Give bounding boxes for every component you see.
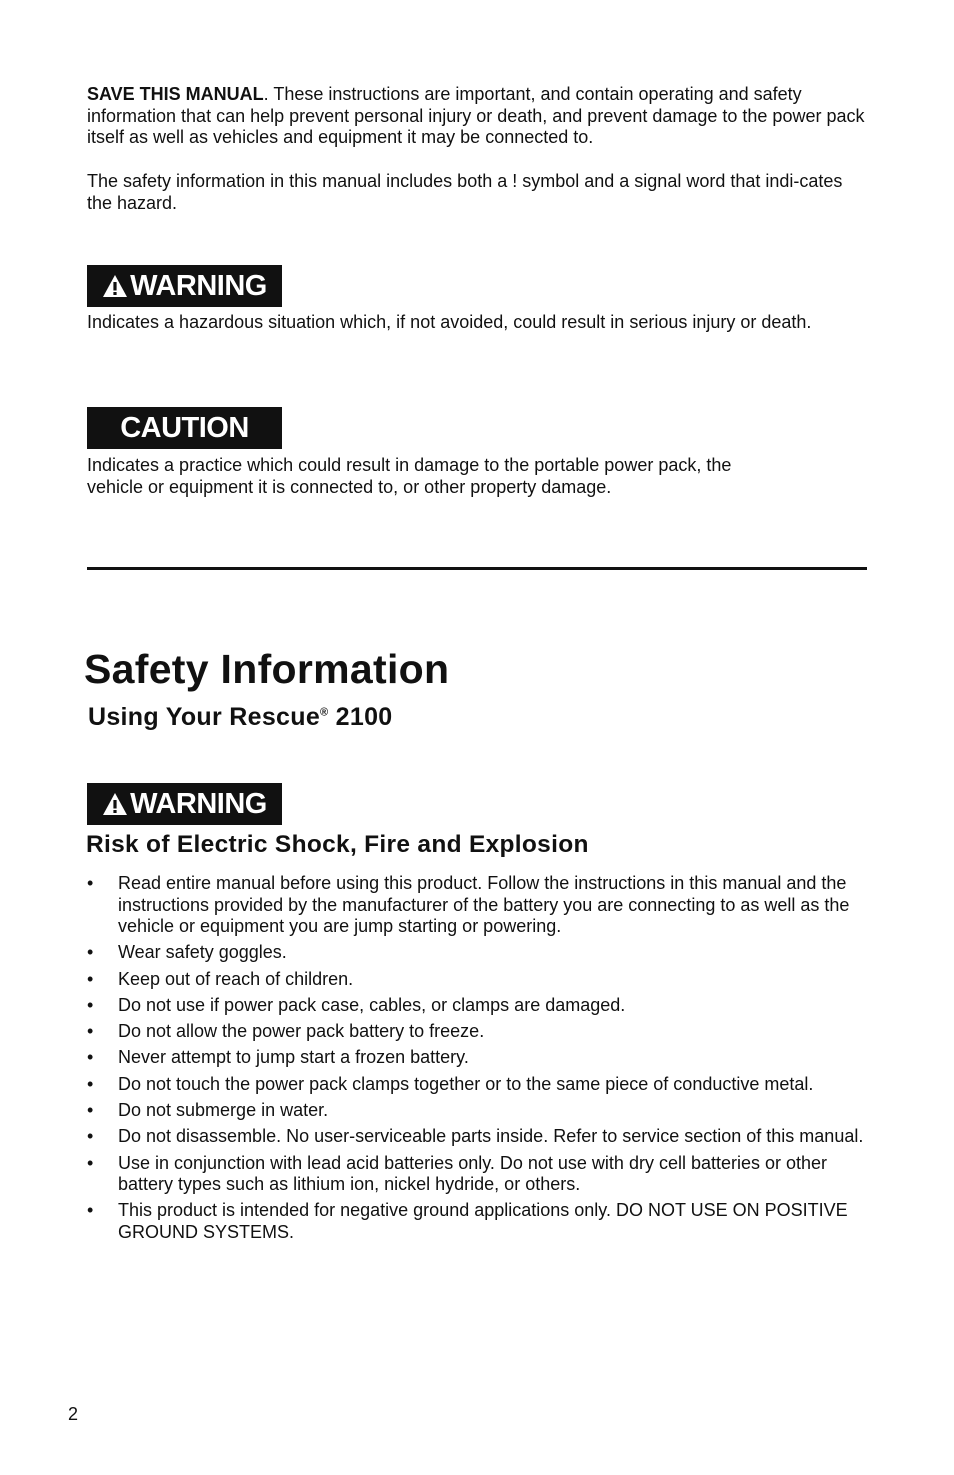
intro-symbol-paragraph: The safety information in this manual includes both a ! symbol and a signal word that indi-cates the hazard. [87, 171, 843, 213]
bullet-dot: • [87, 968, 94, 989]
warning-label: WARNING [130, 269, 267, 302]
bullet-dot: • [87, 1047, 94, 1068]
page-title: Safety Information [84, 646, 450, 692]
bullet-dot: • [87, 1126, 94, 1147]
bullet-dot: • [87, 1021, 94, 1042]
bullet-dot: • [87, 1200, 94, 1221]
bullet-dot: • [87, 942, 94, 963]
caution-badge [87, 407, 282, 449]
list-item-text: Read entire manual before using this product. Follow the instructions in this manual and the instructions provided by the manufacturer of the battery you are connecting to as well as the vehicle or equipment you are jump starting or powering. [118, 873, 850, 936]
list-item [87, 1126, 877, 1148]
list-item-text: Do not touch the power pack clamps together or to the same piece of conductive metal. [118, 1073, 814, 1094]
caution-description: Indicates a practice which could result in damage to the portable power pack, the vehicle or equipment it is connected to, or other property damage. [87, 455, 732, 497]
list-item-text: Do not use if power pack case, cables, or clamps are damaged. [118, 994, 626, 1015]
save-manual-text: . These instructions are important, and contain operating and safety information that can help prevent personal injury or death, and prevent damage to the power pack itself as well as vehicles and equipment it may be connected to. [87, 84, 865, 147]
hazard-heading: Risk of Electric Shock, Fire and Explosion [86, 831, 589, 858]
bullet-dot: • [87, 1100, 94, 1121]
list-item [87, 942, 877, 964]
save-manual-bold: SAVE THIS MANUAL [87, 84, 264, 104]
warning-section-label: WARNING [130, 787, 267, 820]
section-divider [87, 567, 867, 570]
list-item-text: This product is intended for negative ground applications only. DO NOT USE ON POSITIVE GROUND SYSTEMS. [118, 1200, 848, 1242]
list-item [87, 969, 877, 991]
bullet-dot: • [87, 1073, 94, 1094]
warning-badge-section [87, 783, 282, 825]
list-item-text: Use in conjunction with lead acid batteries only. Do not use with dry cell batteries or other battery types such as lithium ion, nickel hydride, or others. [118, 1152, 828, 1195]
safety-bullet-list [87, 873, 877, 1248]
list-item [87, 1047, 877, 1069]
list-item-text: Keep out of reach of children. [118, 968, 354, 989]
warning-triangle-icon [102, 274, 128, 298]
subtitle-model: 2100 [328, 703, 393, 731]
intro-save-paragraph [87, 84, 867, 149]
bullet-dot: • [87, 1152, 94, 1173]
list-item [87, 1153, 877, 1196]
list-item-text: Never attempt to jump start a frozen battery. [118, 1047, 469, 1068]
list-item [87, 873, 877, 938]
page-subtitle [88, 703, 393, 732]
warning-description: Indicates a hazardous situation which, if not avoided, could result in serious injury or death. [87, 312, 812, 332]
list-item [87, 995, 877, 1017]
list-item-text: Wear safety goggles. [118, 942, 287, 963]
warning-triangle-icon [102, 792, 128, 816]
caution-label: CAUTION [120, 411, 249, 444]
registered-mark: ® [320, 706, 329, 719]
list-item [87, 1100, 877, 1122]
list-item-text: Do not submerge in water. [118, 1100, 329, 1121]
list-item-text: Do not allow the power pack battery to freeze. [118, 1021, 485, 1042]
page-number: 2 [68, 1404, 79, 1424]
list-item [87, 1021, 877, 1043]
warning-badge [87, 265, 282, 307]
list-item-text: Do not disassemble. No user-serviceable parts inside. Refer to service section of this manual. [118, 1126, 864, 1147]
list-item [87, 1200, 877, 1243]
bullet-dot: • [87, 873, 94, 893]
bullet-dot: • [87, 994, 94, 1015]
list-item [87, 1074, 877, 1096]
subtitle-text: Using Your Rescue [88, 703, 321, 731]
